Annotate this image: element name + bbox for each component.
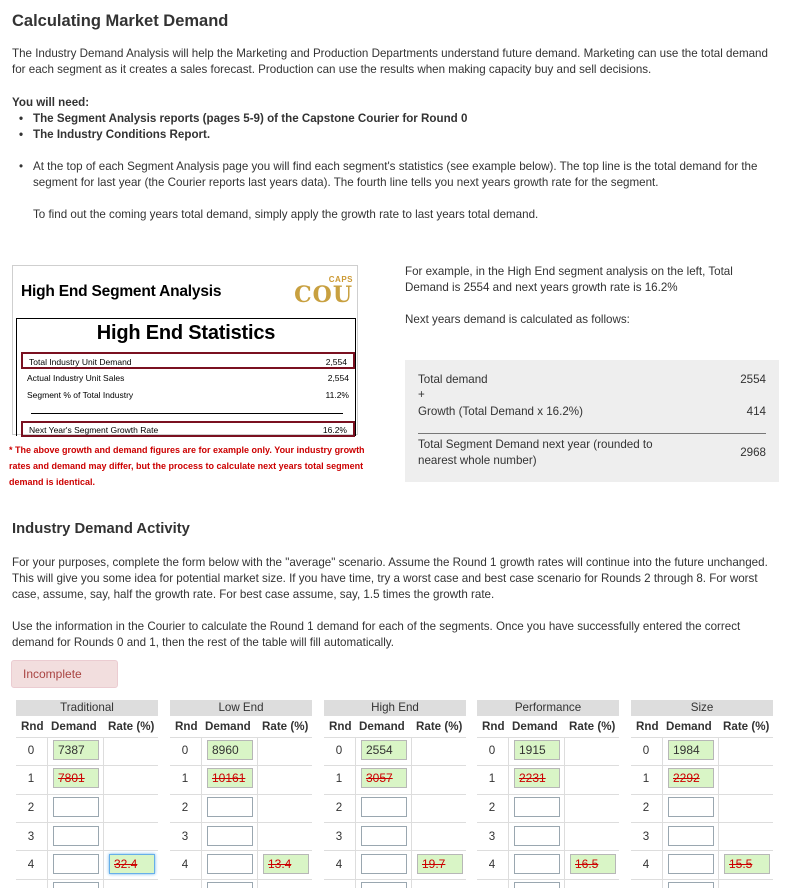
round-number: 0 [488,744,496,757]
demand-input-round-2[interactable] [53,797,99,817]
round-number: 1 [181,772,189,785]
row-divider [324,850,466,851]
round-number: 3 [181,830,189,843]
rate-input-round-4[interactable]: 32.4 [109,854,155,874]
demand-input-round-1[interactable]: 7801 [53,768,99,788]
round-number: 4 [335,858,343,871]
calc-value: 2554 [740,373,766,386]
column-header-rate: Rate (%) [416,720,463,733]
rate-input-round-4[interactable]: 15.5 [724,854,770,874]
calc-plus-sign: + [418,388,425,401]
row-divider [631,822,773,823]
calc-value: 2968 [740,446,766,459]
round-number: 1 [335,772,343,785]
column-header-rnd: Rnd [482,720,505,733]
calc-label: Total Segment Demand next year (rounded to nearest whole number) [418,438,653,467]
column-divider [257,738,258,888]
column-header-rnd: Rnd [175,720,198,733]
round-number: 0 [181,744,189,757]
demand-input-round-0[interactable]: 1984 [668,740,714,760]
need-item-segment-analysis: • The Segment Analysis reports (pages 5-9) of the Capstone Courier for Round 0 [33,111,467,127]
calc-value: 414 [746,405,766,418]
column-divider [47,738,48,888]
example-row-growth-rate [21,421,355,437]
round-number: 4 [181,858,189,871]
row-divider [170,879,312,880]
demand-input-round-5[interactable] [53,882,99,888]
intro-paragraph: The Industry Demand Analysis will help the Marketing and Production Departments understand future demand. Marketing can use the total demand for each segment as it creates a sales forecast. Production can use the results when making capacity buy and sell decisions. [12,47,768,76]
calc-label: Total demand [418,373,488,386]
column-header-rate: Rate (%) [569,720,616,733]
segment-table-header: Low End [170,700,312,716]
demand-input-round-1[interactable]: 2231 [514,768,560,788]
demand-input-round-2[interactable] [668,797,714,817]
logo-cou-text: COU [294,282,353,308]
row-divider [477,737,619,738]
row-divider [324,822,466,823]
example-segment-analysis-image [12,265,358,435]
demand-input-round-3[interactable] [361,826,407,846]
find-demand-text: To find out the coming years total demand, simply apply the growth rate to last years total demand. [33,208,539,221]
column-header-rnd: Rnd [329,720,352,733]
example-row-label: Next Year's Segment Growth Rate [29,425,159,435]
activity-title: Industry Demand Activity [12,521,190,537]
demand-input-round-3[interactable] [53,826,99,846]
segment-table-header: Traditional [16,700,158,716]
page-title: Calculating Market Demand [12,12,229,30]
round-number: 2 [335,801,343,814]
column-header-rate: Rate (%) [262,720,309,733]
round-number: 3 [488,830,496,843]
segment-table-header: Size [631,700,773,716]
demand-input-round-4[interactable] [668,854,714,874]
demand-input-round-2[interactable] [207,797,253,817]
round-number: 1 [488,772,496,785]
column-header-rnd: Rnd [636,720,659,733]
row-divider [477,822,619,823]
calc-growth-row [418,404,766,420]
demand-input-round-0[interactable]: 7387 [53,740,99,760]
round-number: 0 [27,744,35,757]
example-row-value: 2,554 [325,357,347,367]
column-header-demand: Demand [512,720,558,733]
demand-input-round-3[interactable] [514,826,560,846]
round-number: 2 [27,801,35,814]
round-number: 4 [488,858,496,871]
example-row-value: 11.2% [325,390,349,400]
example-report-title: High End Segment Analysis [21,283,222,300]
row-divider [477,765,619,766]
round-number: 3 [335,830,343,843]
status-badge: Incomplete [11,660,118,688]
capstone-courier-logo [294,275,355,308]
example-explanation: For example, in the High End segment analysis on the left, Total Demand is 2554 and next years growth rate is 16.2% [405,265,733,294]
round-number: 4 [642,858,650,871]
row-divider [170,765,312,766]
column-header-demand: Demand [51,720,97,733]
row-divider [631,879,773,880]
column-header-demand: Demand [359,720,405,733]
row-divider [16,765,158,766]
round-number: 0 [335,744,343,757]
logo-caps-text: CAPS [328,275,353,284]
row-divider [477,850,619,851]
round-number: 0 [642,744,650,757]
rate-input-round-4[interactable]: 13.4 [263,854,309,874]
segment-stats-bullet: • At the top of each Segment Analysis page you will find each segment's statistics (see example below). The top line is the total demand for the segment for last year (the Courier reports last years data). The fourth line tells you next years growth rate for the segment. [33,159,773,191]
example-statistics-title: High End Statistics [96,322,276,344]
example-row-value: 2,554 [327,373,349,383]
segment-table-2 [324,700,469,888]
column-header-demand: Demand [666,720,712,733]
row-divider [170,737,312,738]
segment-table-3 [477,700,622,888]
row-divider [170,822,312,823]
need-item-industry-conditions: • The Industry Conditions Report. [33,127,210,143]
activity-paragraph-scenario: For your purposes, complete the form below with the "average" scenario. Assume the Round 1 growth rates will continue into the future unchanged. This will give you some idea for potential market size. If you have time, try a worst case and best case scenario for Rounds 2 through 8. For worst case, assume, say, half the growth rate. For best case assume, say, 1.5 times the growth rate. [12,556,768,601]
demand-input-round-1[interactable]: 10161 [207,768,253,788]
demand-input-round-5[interactable] [514,882,560,888]
round-number: 2 [181,801,189,814]
column-divider [662,738,663,888]
demand-input-round-0[interactable]: 1915 [514,740,560,760]
row-divider [477,879,619,880]
activity-paragraph-instructions: Use the information in the Courier to calculate the Round 1 demand for each of the segments. Once you have successfully entered the correct demand for Rounds 0 and 1, then the rest of the table will fill automatically. [12,620,741,649]
round-number: 2 [642,801,650,814]
you-will-need-label: You will need: [12,96,90,109]
calc-label: Growth (Total Demand x 16.2%) [418,405,583,418]
rate-input-round-4[interactable]: 19.7 [417,854,463,874]
demand-input-round-5[interactable] [361,882,407,888]
segment-table-4 [631,700,776,888]
segment-table-1 [170,700,315,888]
row-divider [324,737,466,738]
row-divider [631,737,773,738]
row-divider [16,850,158,851]
example-calculation-panel [405,360,779,482]
calc-next-year-row [418,437,766,469]
demand-input-round-3[interactable] [207,826,253,846]
row-divider [170,850,312,851]
example-statistics-box [16,318,356,436]
round-number: 3 [642,830,650,843]
round-number: 1 [642,772,650,785]
example-row-actual-sales [21,372,355,385]
round-number: 1 [27,772,35,785]
demand-input-round-2[interactable] [514,797,560,817]
column-divider [718,738,719,888]
round-number: 2 [488,801,496,814]
row-divider [16,879,158,880]
column-divider [564,738,565,888]
demand-input-round-5[interactable] [207,882,253,888]
example-calc-intro: Next years demand is calculated as follows: [405,313,630,326]
example-row-segment-percent [21,389,355,402]
row-divider [324,794,466,795]
example-row-label: Segment % of Total Industry [27,390,134,400]
segment-table-header: Performance [477,700,619,716]
column-header-rnd: Rnd [21,720,44,733]
row-divider [631,850,773,851]
demand-input-round-4[interactable] [53,854,99,874]
row-divider [324,765,466,766]
round-number: 4 [27,858,35,871]
calc-divider [418,433,766,434]
demand-input-round-3[interactable] [668,826,714,846]
example-row-total-demand [21,352,355,369]
demand-input-round-4[interactable] [514,854,560,874]
column-divider [411,738,412,888]
example-divider [31,413,343,414]
column-divider [355,738,356,888]
row-divider [477,794,619,795]
column-header-rate: Rate (%) [108,720,155,733]
demand-input-round-4[interactable] [361,854,407,874]
row-divider [324,879,466,880]
segment-table-header: High End [324,700,466,716]
column-header-demand: Demand [205,720,251,733]
row-divider [170,794,312,795]
calc-total-demand-row [418,372,766,388]
row-divider [631,794,773,795]
column-divider [508,738,509,888]
example-disclaimer-note: * The above growth and demand figures are for example only. Your industry growth rates and demand may differ, but the process to calculate next years total segment demand is identical. [9,445,365,487]
row-divider [631,765,773,766]
example-row-label: Actual Industry Unit Sales [27,373,125,383]
column-divider [201,738,202,888]
row-divider [16,794,158,795]
row-divider [16,822,158,823]
demand-input-round-4[interactable] [207,854,253,874]
demand-input-round-5[interactable] [668,882,714,888]
demand-input-round-1[interactable]: 2292 [668,768,714,788]
demand-input-round-0[interactable]: 8960 [207,740,253,760]
column-divider [103,738,104,888]
example-row-label: Total Industry Unit Demand [29,357,132,367]
demand-input-round-0[interactable]: 2554 [361,740,407,760]
segment-table-0 [16,700,161,888]
demand-input-round-2[interactable] [361,797,407,817]
round-number: 3 [27,830,35,843]
demand-input-round-1[interactable]: 3057 [361,768,407,788]
row-divider [16,737,158,738]
column-header-rate: Rate (%) [723,720,770,733]
example-row-value: 16.2% [322,425,347,435]
rate-input-round-4[interactable]: 16.5 [570,854,616,874]
